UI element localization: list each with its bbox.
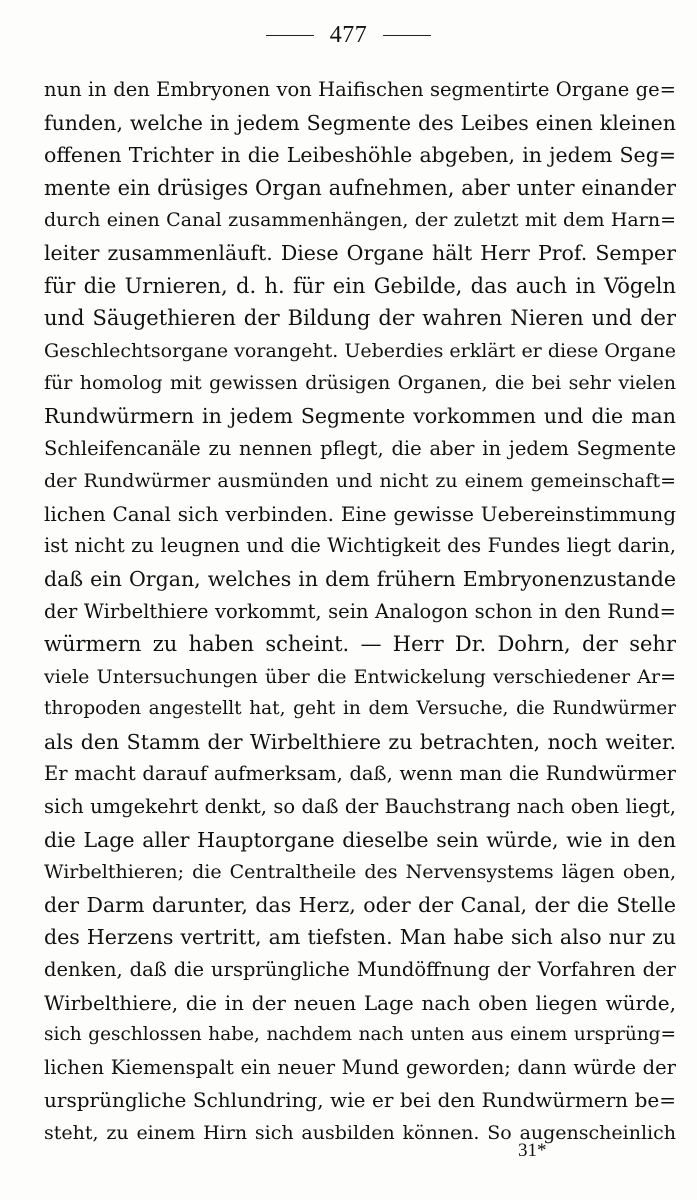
text-line: die Lage aller Hauptorgane dieselbe sein würde, wie in den	[44, 827, 676, 852]
text-line: durch einen Canal zusammenhängen, der zuletzt mit dem Harn=	[44, 209, 676, 232]
text-line: Rundwürmern in jedem Segmente vorkommen und die man	[44, 403, 676, 428]
page-number: 477	[329, 21, 368, 48]
text-line: sich umgekehrt denkt, so daß der Bauchstrang nach oben liegt,	[44, 795, 676, 819]
text-line: der Rundwürmer ausmünden und nicht zu einem gemeinschaft=	[44, 470, 676, 493]
text-line: leiter zusammenläuft. Diese Organe hält Herr Prof. Semper	[44, 240, 676, 265]
text-line: Er macht darauf aufmerksam, daß, wenn man die Rundwürmer	[44, 762, 676, 786]
text-line: lichen Kiemenspalt ein neuer Mund geworden; dann würde der	[44, 1055, 676, 1079]
text-line: nun in den Embryonen von Haifischen segmentirte Organe ge=	[44, 78, 676, 101]
text-line: offenen Trichter in die Leibeshöhle abgeben, in jedem Seg=	[44, 143, 676, 168]
text-line: der Darm darunter, das Herz, oder der Canal, der die Stelle	[44, 892, 676, 917]
text-line: ist nicht zu leugnen und die Wichtigkeit des Fundes liegt darin,	[44, 534, 676, 558]
text-line: thropoden angestellt hat, geht in dem Versuche, die Rundwürmer	[44, 698, 676, 720]
text-line: Schleifencanäle zu nennen pflegt, die aber in jedem Segmente	[44, 436, 676, 460]
text-line: der Wirbelthiere vorkommt, sein Analogon schon in den Rund=	[44, 599, 676, 623]
header-rule-right	[383, 35, 431, 36]
text-line: daß ein Organ, welches in dem frühern Embryonenzustande	[44, 566, 676, 591]
text-line: für die Urnieren, d. h. für ein Gebilde, das auch in Vögeln	[44, 273, 676, 298]
signature-mark: 31*	[518, 1140, 547, 1161]
text-line: als den Stamm der Wirbelthiere zu betrachten, noch weiter.	[44, 729, 676, 754]
text-line: viele Untersuchungen über die Entwickelung verschiedener Ar=	[44, 665, 676, 688]
text-line: steht, zu einem Hirn sich ausbilden können. So augenscheinlich	[44, 1122, 676, 1144]
text-line: des Herzens vertritt, am tiefsten. Man habe sich also nur zu	[44, 925, 676, 950]
text-line: Wirbelthiere, die in der neuen Lage nach oben liegen würde,	[44, 990, 676, 1015]
header-rule-left	[266, 35, 314, 36]
text-line: ursprüngliche Schlundring, wie er bei den Rundwürmern be=	[44, 1088, 676, 1113]
text-line: Wirbelthieren; die Centraltheile des Nervensystems lägen oben,	[44, 861, 676, 884]
text-line: würmern zu haben scheint. — Herr Dr. Dohrn, der sehr	[44, 632, 676, 657]
text-line: sich geschlossen habe, nachdem nach unten aus einem ursprüng=	[44, 1024, 676, 1046]
body-text	[44, 74, 676, 1150]
text-line: Geschlechtsorgane vorangeht. Ueberdies erklärt er diese Organe	[44, 339, 676, 362]
text-line: lichen Canal sich verbinden. Eine gewisse Uebereinstimmung	[44, 501, 676, 526]
text-line: funden, welche in jedem Segmente des Leibes einen kleinen	[44, 110, 676, 135]
text-line: und Säugethieren der Bildung der wahren Nieren und der	[44, 306, 676, 331]
text-line: für homolog mit gewissen drüsigen Organen, die bei sehr vielen	[44, 372, 676, 395]
text-line: mente ein drüsiges Organ aufnehmen, aber unter einander	[44, 175, 676, 200]
text-line: denken, daß die ursprüngliche Mundöffnung der Vorfahren der	[44, 958, 676, 982]
page-header	[0, 18, 697, 52]
